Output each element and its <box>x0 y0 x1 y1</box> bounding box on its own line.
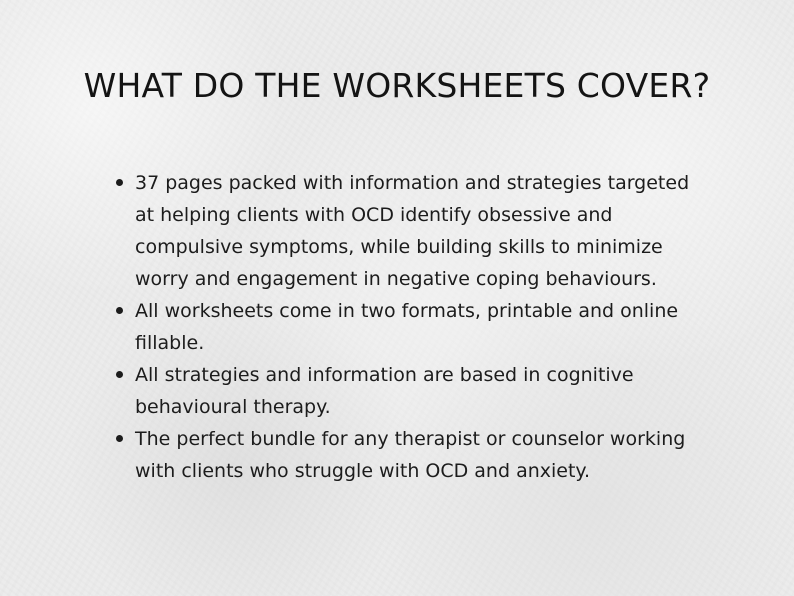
bullet-list <box>116 167 706 487</box>
bullet-text: All worksheets come in two formats, printable and online fillable. <box>135 300 679 354</box>
bullet-text: 37 pages packed with information and strategies targeted at helping clients with OCD identify obsessive and compulsive symptoms, while building skills to minimize worry and engagement in negative coping behaviours. <box>135 172 690 290</box>
bullet-dot-icon <box>116 179 123 186</box>
list-item <box>116 167 706 295</box>
page-title: WHAT DO THE WORKSHEETS COVER? <box>83 66 711 105</box>
list-item <box>116 423 706 487</box>
bullet-dot-icon <box>116 307 123 314</box>
bullet-text: The perfect bundle for any therapist or counselor working with clients who struggle with OCD and anxiety. <box>135 428 686 482</box>
list-item <box>116 359 706 423</box>
list-item <box>116 295 706 359</box>
bullet-dot-icon <box>116 371 123 378</box>
bullet-text: All strategies and information are based in cognitive behavioural therapy. <box>135 364 634 418</box>
bullet-dot-icon <box>116 435 123 442</box>
